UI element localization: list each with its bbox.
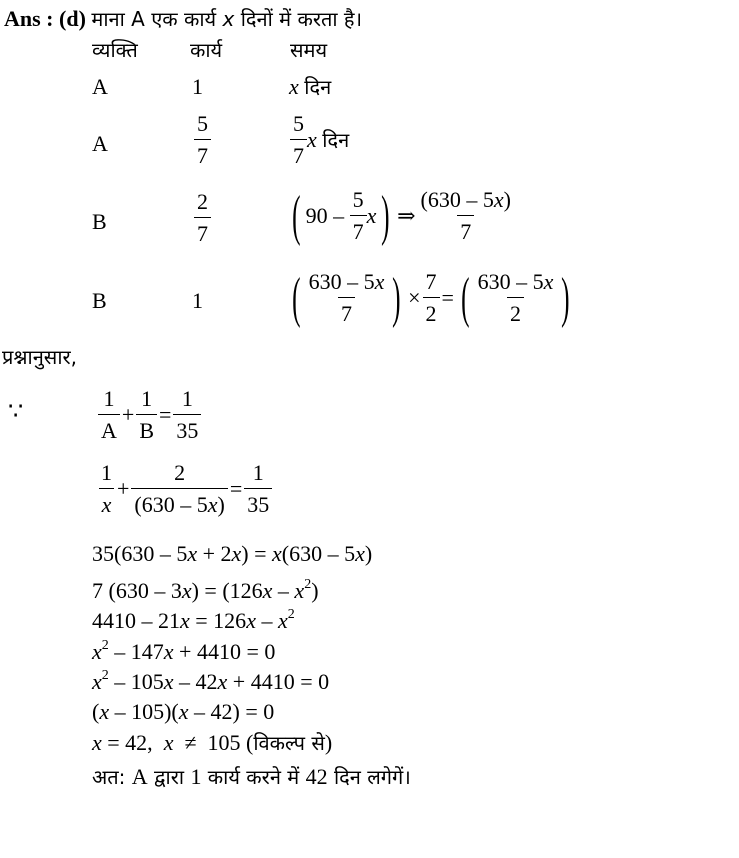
answer-line [4, 8, 362, 30]
row2-time: $\frac{5}{7}$ x दिन [290, 113, 349, 167]
conclusion-line: अत: A द्वारा 1 कार्य करने में 42 दिन लगेगें। [92, 764, 411, 789]
header-person: व्यक्ति [92, 38, 138, 62]
row4-time: ( $\frac{630 - 5x}{7}$ ) × $\frac{7}{2}$ = ( $\frac{630 - 5x}{2}$ ) [292, 267, 570, 329]
row2-person: A [92, 131, 108, 156]
since-symbol: ∵ [8, 399, 24, 425]
equation-5: $4410 - 21x = 126x - x^2$ [92, 607, 295, 633]
intro-text: माना A एक कार्य x दिनों में करता है। [91, 7, 363, 31]
row4-person: B [92, 288, 107, 313]
header-work: कार्य [190, 38, 223, 62]
equation-3: 35(630 – 5x + 2x) = x(630 – 5x) [92, 541, 373, 566]
row4-work: 1 [192, 288, 203, 313]
header-time: समय [290, 38, 328, 62]
equation-2: $\frac{1}{x}$ + $\frac{2}{(630 - 5x)}$ = $\frac{1}{35}$ [98, 462, 272, 516]
row1-person: A [92, 74, 108, 99]
equation-9: x = 42, x ≠ 105 (विकल्प से) [92, 730, 333, 755]
row2-work: $\frac{5}{7}$ [194, 113, 211, 167]
answer-label: Ans : (d) [4, 6, 86, 31]
row3-work: $\frac{2}{7}$ [194, 191, 211, 245]
equation-1: $\frac{1}{A}$ + $\frac{1}{B}$ = $\frac{1}{35}$ [98, 388, 201, 442]
row1-time: x दिन [289, 74, 332, 99]
equation-8: (x – 105)(x – 42) = 0 [92, 699, 275, 724]
row3-person: B [92, 209, 107, 234]
equation-7: $x^2 - 105x - 42x + 4410 = 0$ [92, 668, 330, 694]
row3-time: ( 90 – $\frac{5}{7}$ x) ⇒ $\frac{(630 - 5x)}{7}$ [292, 185, 511, 247]
row1-work: 1 [192, 74, 203, 99]
prashnanusar-label: प्रश्नानुसार, [2, 345, 78, 369]
equation-4: 7 $(630 - 3x) = (126x - x^2)$ [92, 577, 319, 603]
equation-6: $x^2 - 147x + 4410 = 0$ [92, 638, 276, 664]
